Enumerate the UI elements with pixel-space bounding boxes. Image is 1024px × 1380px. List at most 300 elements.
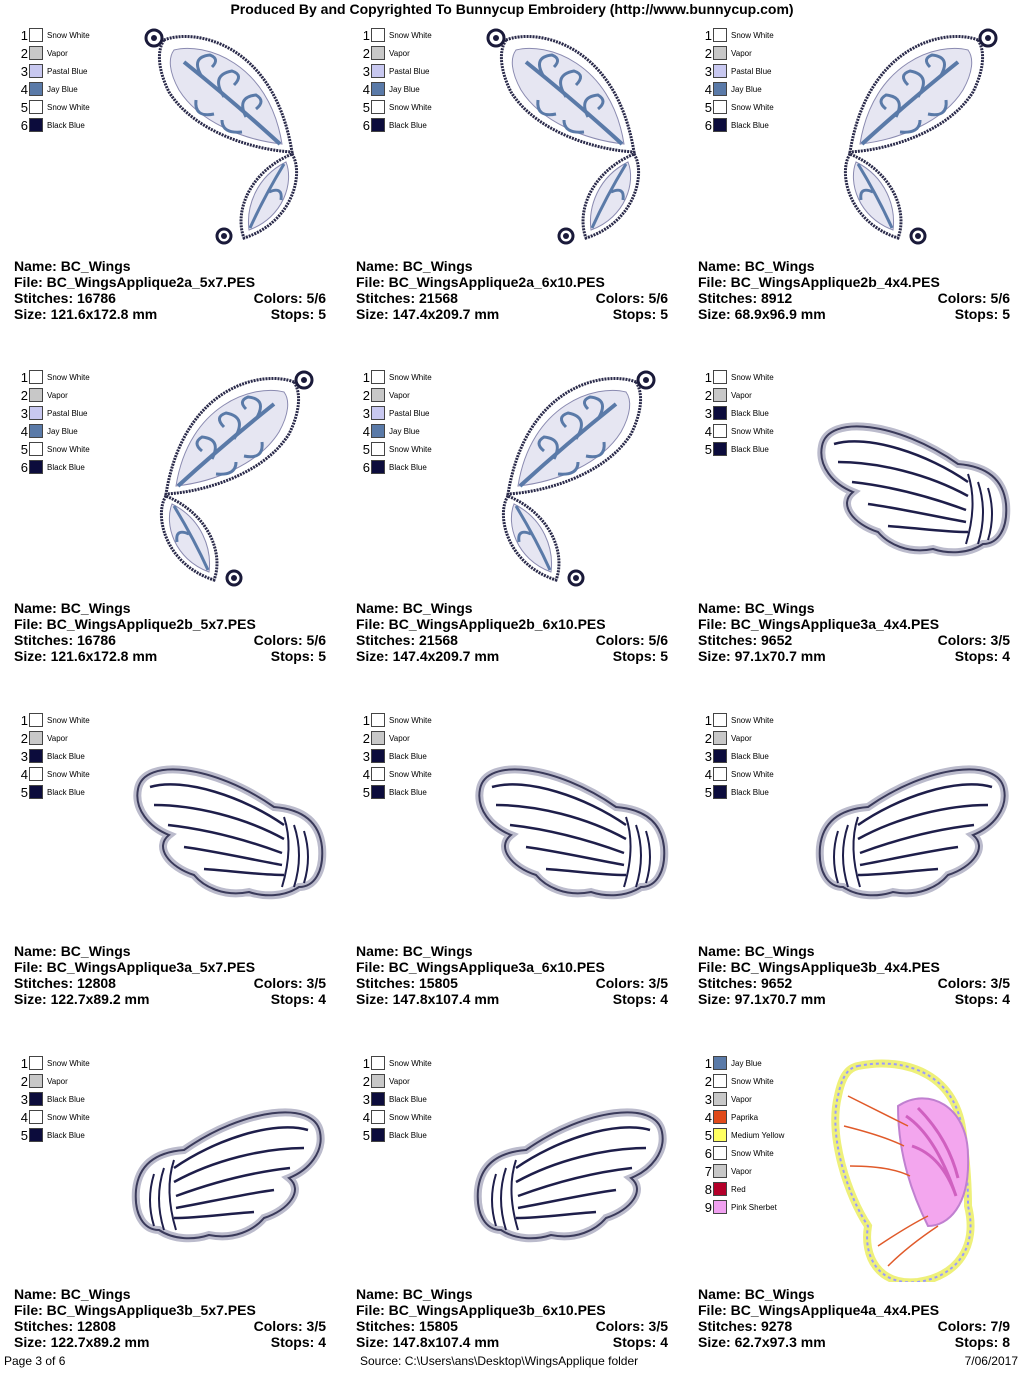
color-swatch [360,1054,432,1072]
color-swatch-list [360,368,432,476]
swatch-name: Snow White [47,1058,90,1068]
color-swatch [18,26,90,44]
swatch-color-box [371,442,385,456]
design-name-row: Name: BC_Wings [14,600,131,616]
design-name-row: Name: BC_Wings [14,943,131,959]
design-colors: 3/5 [306,975,326,991]
color-swatch [18,98,90,116]
design-name: BC_Wings [744,1286,815,1302]
color-swatch-list [702,711,774,801]
design-colors: 3/5 [990,975,1010,991]
design-preview-image [466,1050,676,1282]
swatch-name: Snow White [47,102,90,112]
swatch-number: 5 [362,784,370,800]
swatch-name: Vapor [731,733,752,743]
swatch-number: 7 [704,1163,712,1179]
design-cell [698,1050,1024,1380]
design-stitches-row: Stitches: 21568 Colors: 5/6 [356,632,668,648]
swatch-name: Pink Sherbet [731,1202,777,1212]
swatch-number: 4 [362,766,370,782]
color-swatch [360,711,432,729]
design-stitches-row: Stitches: 9652 Colors: 3/5 [698,632,1010,648]
design-cell [356,364,686,694]
swatch-name: Snow White [389,102,432,112]
color-swatch [360,747,432,765]
color-swatch [360,80,432,98]
swatch-color-box [371,1110,385,1124]
design-size-row: Size: 122.7x89.2 mm Stops: 4 [14,991,326,1007]
swatch-name: Snow White [389,444,432,454]
swatch-number: 3 [20,405,28,421]
color-swatch [702,1126,784,1144]
swatch-color-box [29,46,43,60]
swatch-number: 1 [704,27,712,43]
color-swatch [702,422,774,440]
swatch-number: 6 [704,117,712,133]
design-file: BC_WingsApplique2a_6x10.PES [388,274,605,290]
color-swatch [360,783,432,801]
design-name: BC_Wings [744,600,815,616]
design-stops: 5 [318,306,326,322]
swatch-color-box [29,406,43,420]
swatch-name: Black Blue [731,120,769,130]
design-file-row: File: BC_WingsApplique2a_5x7.PES [14,274,256,290]
swatch-number: 2 [20,45,28,61]
color-swatch [360,44,432,62]
page-number: Page 3 of 6 [4,1354,66,1368]
source-path: Source: C:\Users\ans\Desktop\WingsApplique folder [360,1354,639,1368]
swatch-color-box [713,1092,727,1106]
swatch-color-box [713,1146,727,1160]
swatch-name: Pastal Blue [47,66,88,76]
swatch-number: 3 [704,1091,712,1107]
design-stitches-row: Stitches: 21568 Colors: 5/6 [356,290,668,306]
swatch-color-box [371,64,385,78]
swatch-name: Black Blue [389,120,427,130]
swatch-number: 6 [362,459,370,475]
design-cell [356,707,686,1037]
swatch-number: 4 [20,766,28,782]
swatch-name: Snow White [47,715,90,725]
design-stitches-row: Stitches: 15805 Colors: 3/5 [356,975,668,991]
design-colors: 3/5 [648,975,668,991]
design-info [356,258,668,322]
design-colors: 3/5 [990,632,1010,648]
swatch-number: 5 [704,1127,712,1143]
swatch-color-box [29,713,43,727]
design-stitches-row: Stitches: 9278 Colors: 7/9 [698,1318,1010,1334]
swatch-color-box [713,64,727,78]
design-name-row: Name: BC_Wings [356,600,473,616]
design-size: 121.6x172.8 mm [50,306,158,322]
swatch-name: Snow White [389,1112,432,1122]
swatch-name: Jay Blue [389,426,420,436]
swatch-name: Snow White [47,372,90,382]
color-swatch-list [18,1054,90,1144]
color-swatch [18,368,90,386]
design-file: BC_WingsApplique3b_6x10.PES [388,1302,606,1318]
design-file-row: File: BC_WingsApplique2b_5x7.PES [14,616,256,632]
swatch-number: 4 [20,1109,28,1125]
color-swatch [360,1108,432,1126]
design-cell [14,364,344,694]
color-swatch [702,26,774,44]
color-swatch [360,1126,432,1144]
swatch-name: Vapor [731,1094,752,1104]
design-name-row: Name: BC_Wings [698,1286,815,1302]
design-size: 147.4x209.7 mm [392,306,500,322]
design-file: BC_WingsApplique2b_5x7.PES [46,616,256,632]
color-swatch [18,44,90,62]
color-swatch [360,440,432,458]
swatch-number: 5 [362,1127,370,1143]
swatch-name: Black Blue [47,462,85,472]
swatch-color-box [29,731,43,745]
swatch-number: 8 [704,1181,712,1197]
swatch-color-box [371,1128,385,1142]
design-name: BC_Wings [60,600,131,616]
swatch-name: Snow White [47,769,90,779]
color-swatch-list [18,711,90,801]
color-swatch [702,1144,784,1162]
swatch-color-box [29,1074,43,1088]
color-swatch [702,98,774,116]
swatch-name: Vapor [47,390,68,400]
swatch-number: 5 [704,441,712,457]
swatch-number: 2 [704,45,712,61]
design-info [14,600,326,664]
swatch-color-box [29,442,43,456]
design-name-row: Name: BC_Wings [356,943,473,959]
design-preview-image [808,22,1018,254]
design-name-row: Name: BC_Wings [14,1286,131,1302]
swatch-color-box [371,100,385,114]
swatch-color-box [29,1056,43,1070]
swatch-name: Vapor [389,1076,410,1086]
design-preview-image [466,364,676,596]
design-colors: 5/6 [306,632,326,648]
swatch-color-box [29,1110,43,1124]
swatch-name: Black Blue [389,1094,427,1104]
design-size-row: Size: 121.6x172.8 mm Stops: 5 [14,648,326,664]
swatch-name: Jay Blue [731,1058,762,1068]
swatch-color-box [713,731,727,745]
color-swatch [702,729,774,747]
color-swatch-list [18,368,90,476]
swatch-number: 5 [20,99,28,115]
swatch-number: 2 [704,387,712,403]
color-swatch [702,44,774,62]
design-size: 97.1x70.7 mm [734,991,826,1007]
swatch-name: Black Blue [731,787,769,797]
swatch-number: 1 [20,369,28,385]
design-stitches-row: Stitches: 16786 Colors: 5/6 [14,632,326,648]
swatch-number: 5 [704,99,712,115]
swatch-number: 1 [362,1055,370,1071]
swatch-number: 3 [704,405,712,421]
color-swatch [702,386,774,404]
swatch-name: Snow White [731,769,774,779]
design-cell [356,22,686,352]
color-swatch [18,783,90,801]
design-colors: 3/5 [648,1318,668,1334]
design-stops: 4 [660,991,668,1007]
design-stitches: 12808 [77,1318,116,1334]
design-name-row: Name: BC_Wings [698,258,815,274]
swatch-color-box [29,767,43,781]
color-swatch [18,386,90,404]
swatch-number: 1 [20,712,28,728]
swatch-number: 5 [20,1127,28,1143]
swatch-color-box [29,424,43,438]
swatch-color-box [29,785,43,799]
swatch-number: 2 [362,387,370,403]
swatch-color-box [29,82,43,96]
design-stitches-row: Stitches: 16786 Colors: 5/6 [14,290,326,306]
swatch-color-box [29,118,43,132]
color-swatch [360,386,432,404]
swatch-name: Black Blue [731,408,769,418]
swatch-name: Vapor [389,733,410,743]
design-name-row: Name: BC_Wings [356,258,473,274]
swatch-color-box [29,749,43,763]
color-swatch [18,440,90,458]
color-swatch [702,440,774,458]
color-swatch [18,62,90,80]
design-size: 147.4x209.7 mm [392,648,500,664]
swatch-number: 3 [20,63,28,79]
design-file: BC_WingsApplique2b_6x10.PES [388,616,606,632]
design-info [356,600,668,664]
design-cell [356,1050,686,1380]
swatch-number: 4 [20,423,28,439]
design-size-row: Size: 122.7x89.2 mm Stops: 4 [14,1334,326,1350]
design-name: BC_Wings [60,258,131,274]
design-stitches-row: Stitches: 12808 Colors: 3/5 [14,975,326,991]
design-stitches: 12808 [77,975,116,991]
page-footer [0,1352,1024,1370]
color-swatch-list [702,26,774,134]
color-swatch [360,98,432,116]
swatch-color-box [29,28,43,42]
design-cell [698,707,1024,1037]
design-stops: 4 [1002,991,1010,1007]
swatch-name: Black Blue [47,120,85,130]
design-name: BC_Wings [402,258,473,274]
design-file-row: File: BC_WingsApplique2b_6x10.PES [356,616,606,632]
swatch-color-box [713,370,727,384]
design-name: BC_Wings [402,943,473,959]
swatch-color-box [371,406,385,420]
design-stitches-row: Stitches: 9652 Colors: 3/5 [698,975,1010,991]
swatch-number: 5 [20,441,28,457]
swatch-name: Vapor [47,733,68,743]
print-date: 7/06/2017 [964,1354,1018,1368]
design-info [356,943,668,1007]
swatch-number: 1 [362,27,370,43]
design-stops: 5 [1002,306,1010,322]
swatch-color-box [371,1056,385,1070]
color-swatch [18,80,90,98]
design-stops: 5 [660,648,668,664]
design-stitches: 15805 [419,1318,458,1334]
color-swatch [702,765,774,783]
swatch-color-box [713,46,727,60]
swatch-name: Snow White [47,1112,90,1122]
design-name: BC_Wings [60,943,131,959]
design-size-row: Size: 147.8x107.4 mm Stops: 4 [356,991,668,1007]
design-stops: 4 [1002,648,1010,664]
design-stops: 5 [660,306,668,322]
design-info [14,943,326,1007]
swatch-number: 1 [362,712,370,728]
color-swatch [360,116,432,134]
color-swatch [18,1090,90,1108]
color-swatch [18,458,90,476]
design-preview-image [124,1050,334,1282]
swatch-number: 2 [362,45,370,61]
swatch-name: Black Blue [389,787,427,797]
design-stitches-row: Stitches: 12808 Colors: 3/5 [14,1318,326,1334]
swatch-number: 3 [20,748,28,764]
design-file: BC_WingsApplique4a_4x4.PES [730,1302,940,1318]
design-stops: 4 [318,991,326,1007]
design-preview-image [808,1050,1018,1282]
design-colors: 3/5 [306,1318,326,1334]
design-file-row: File: BC_WingsApplique3b_4x4.PES [698,959,940,975]
design-size: 62.7x97.3 mm [734,1334,826,1350]
design-file: BC_WingsApplique3b_4x4.PES [730,959,940,975]
swatch-name: Snow White [389,715,432,725]
design-stops: 5 [318,648,326,664]
design-file: BC_WingsApplique2b_4x4.PES [730,274,940,290]
design-cell [14,22,344,352]
swatch-number: 2 [704,1073,712,1089]
color-swatch-list [360,1054,432,1144]
swatch-name: Vapor [389,48,410,58]
color-swatch [18,711,90,729]
design-stops: 4 [660,1334,668,1350]
swatch-name: Snow White [389,30,432,40]
design-stops: 8 [1002,1334,1010,1350]
color-swatch [702,368,774,386]
color-swatch [360,729,432,747]
design-stitches: 15805 [419,975,458,991]
swatch-number: 3 [362,1091,370,1107]
swatch-number: 3 [362,405,370,421]
color-swatch [360,26,432,44]
color-swatch [702,1072,784,1090]
swatch-name: Black Blue [47,1094,85,1104]
swatch-color-box [713,406,727,420]
swatch-number: 3 [362,63,370,79]
design-file: BC_WingsApplique3a_4x4.PES [730,616,940,632]
design-preview-image [808,707,1018,939]
design-preview-image [808,364,1018,596]
swatch-number: 4 [362,81,370,97]
design-file-row: File: BC_WingsApplique3a_6x10.PES [356,959,605,975]
color-swatch [702,747,774,765]
design-colors: 5/6 [648,290,668,306]
design-cell [698,364,1024,694]
color-swatch [18,1072,90,1090]
swatch-name: Black Blue [389,462,427,472]
color-swatch [360,404,432,422]
swatch-number: 4 [362,423,370,439]
swatch-number: 9 [704,1199,712,1215]
design-info [698,1286,1010,1350]
color-swatch [18,1126,90,1144]
design-size-row: Size: 62.7x97.3 mm Stops: 8 [698,1334,1010,1350]
swatch-name: Vapor [731,48,752,58]
design-cell [14,1050,344,1380]
swatch-name: Snow White [731,1076,774,1086]
swatch-number: 4 [704,766,712,782]
swatch-name: Snow White [47,30,90,40]
swatch-number: 1 [20,27,28,43]
color-swatch [18,747,90,765]
design-size-row: Size: 68.9x96.9 mm Stops: 5 [698,306,1010,322]
design-name-row: Name: BC_Wings [14,258,131,274]
design-size: 68.9x96.9 mm [734,306,826,322]
design-stitches-row: Stitches: 15805 Colors: 3/5 [356,1318,668,1334]
color-swatch [702,711,774,729]
swatch-color-box [371,460,385,474]
swatch-name: Medium Yellow [731,1130,785,1140]
design-stitches: 21568 [419,632,458,648]
swatch-color-box [371,82,385,96]
design-name-row: Name: BC_Wings [698,943,815,959]
swatch-name: Snow White [731,715,774,725]
swatch-color-box [713,713,727,727]
swatch-name: Vapor [389,390,410,400]
swatch-color-box [713,82,727,96]
swatch-name: Jay Blue [731,84,762,94]
swatch-name: Vapor [47,48,68,58]
color-swatch [18,404,90,422]
swatch-color-box [713,1056,727,1070]
color-swatch [18,729,90,747]
design-size: 122.7x89.2 mm [50,991,150,1007]
swatch-name: Snow White [47,444,90,454]
swatch-color-box [713,1074,727,1088]
page-header: Produced By and Copyrighted To Bunnycup Embroidery (http://www.bunnycup.com) [230,1,794,17]
design-stitches: 16786 [77,632,116,648]
swatch-number: 2 [20,1073,28,1089]
swatch-number: 3 [20,1091,28,1107]
design-name-row: Name: BC_Wings [356,1286,473,1302]
design-stitches: 16786 [77,290,116,306]
swatch-color-box [371,28,385,42]
swatch-color-box [29,388,43,402]
swatch-name: Vapor [47,1076,68,1086]
design-file: BC_WingsApplique2a_5x7.PES [46,274,256,290]
design-cell [14,707,344,1037]
design-file-row: File: BC_WingsApplique2a_6x10.PES [356,274,605,290]
swatch-name: Snow White [731,372,774,382]
swatch-name: Vapor [731,390,752,400]
swatch-number: 3 [704,748,712,764]
design-preview-image [124,707,334,939]
color-swatch [702,783,774,801]
color-swatch-list [18,26,90,134]
color-swatch [702,1054,784,1072]
color-swatch [360,62,432,80]
design-stitches: 8912 [761,290,793,306]
swatch-number: 2 [704,730,712,746]
design-name: BC_Wings [402,1286,473,1302]
swatch-name: Snow White [731,30,774,40]
